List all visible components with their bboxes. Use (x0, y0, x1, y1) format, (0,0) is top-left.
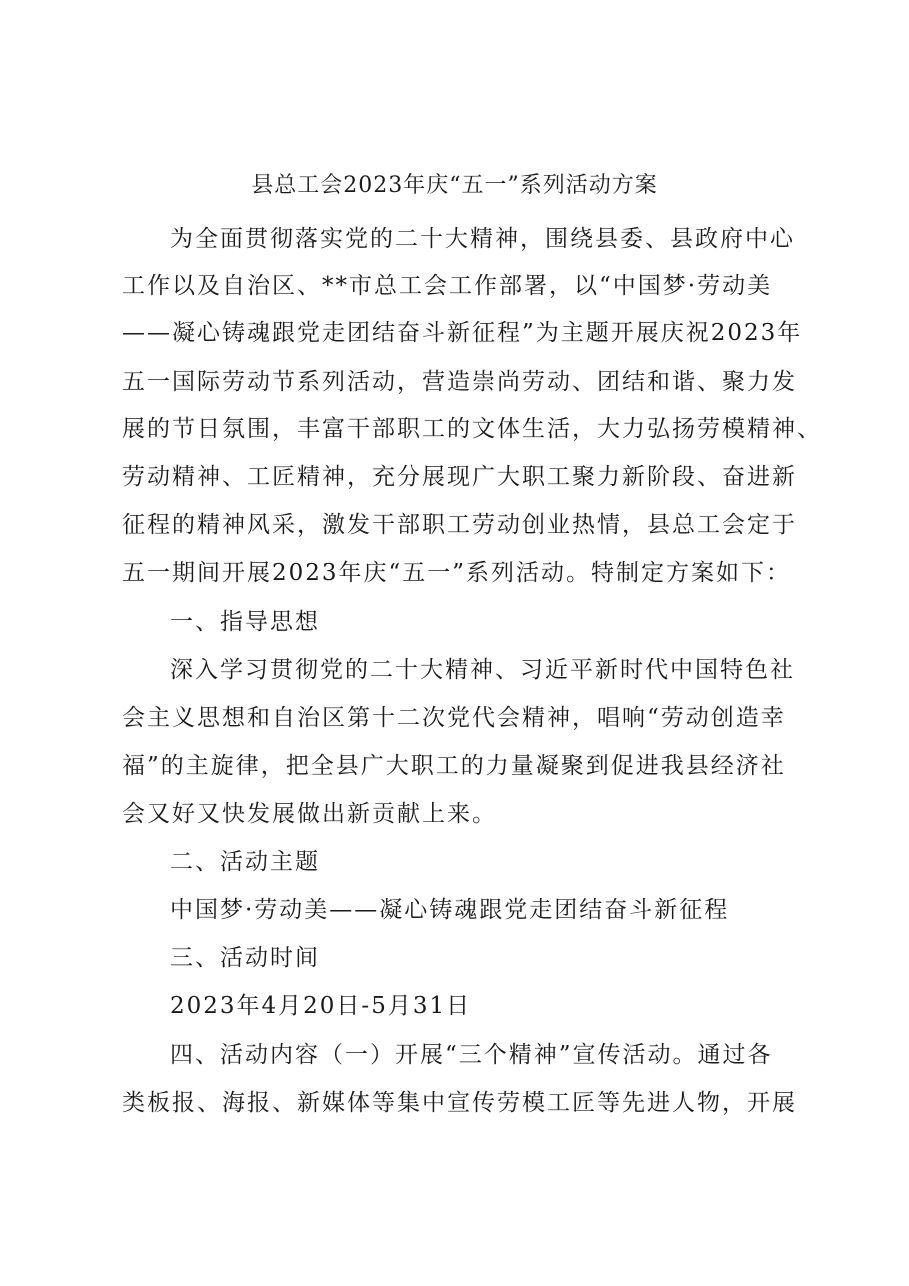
paragraph-line: 深入学习贯彻党的二十大精神、习近平新时代中国特色社 (170, 657, 795, 683)
paragraph-line: 五一期间开展2023年庆“五一”系列活动。特制定方案如下： (122, 560, 792, 586)
section-heading: 一、指导思想 (170, 609, 320, 635)
paragraph-line: 五一国际劳动节系列活动，营造崇尚劳动、团结和谐、聚力发 (122, 369, 797, 395)
paragraph-line: 征程的精神风采，激发干部职工劳动创业热情，县总工会定于 (122, 512, 797, 538)
paragraph-line: 会又好又快发展做出新贡献上来。 (122, 801, 497, 827)
paragraph-line: 四、活动内容（一）开展“三个精神”宣传活动。通过各 (170, 1042, 773, 1068)
paragraph-line: 展的节日氛围，丰富干部职工的文体生活，大力弘扬劳模精神、 (122, 416, 822, 442)
section-heading: 二、活动主题 (170, 849, 320, 875)
paragraph-line: 类板报、海报、新媒体等集中宣传劳模工匠等先进人物，开展 (122, 1090, 797, 1116)
paragraph-line: 会主义思想和自治区第十二次党代会精神，唱响“劳动创造幸 (122, 705, 786, 731)
paragraph-line: ——凝心铸魂跟党走团结奋斗新征程”为主题开展庆祝2023年 (122, 320, 803, 346)
document-title: 县总工会2023年庆“五一”系列活动方案 (251, 173, 658, 198)
paragraph-line: 为全面贯彻落实党的二十大精神，围绕县委、县政府中心 (170, 226, 795, 252)
section-heading: 三、活动时间 (170, 945, 320, 971)
paragraph-line: 工作以及自治区、**市总工会工作部署，以“中国梦·劳动美 (122, 273, 773, 299)
paragraph-line: 劳动精神、工匠精神，充分展现广大职工聚力新阶段、奋进新 (122, 464, 797, 490)
paragraph-line: 2023年4月20日-5月31日 (170, 993, 472, 1019)
paragraph-line: 福”的主旋律，把全县广大职工的力量凝聚到促进我县经济社 (122, 753, 786, 779)
paragraph-line: 中国梦·劳动美——凝心铸魂跟党走团结奋斗新征程 (170, 897, 730, 923)
